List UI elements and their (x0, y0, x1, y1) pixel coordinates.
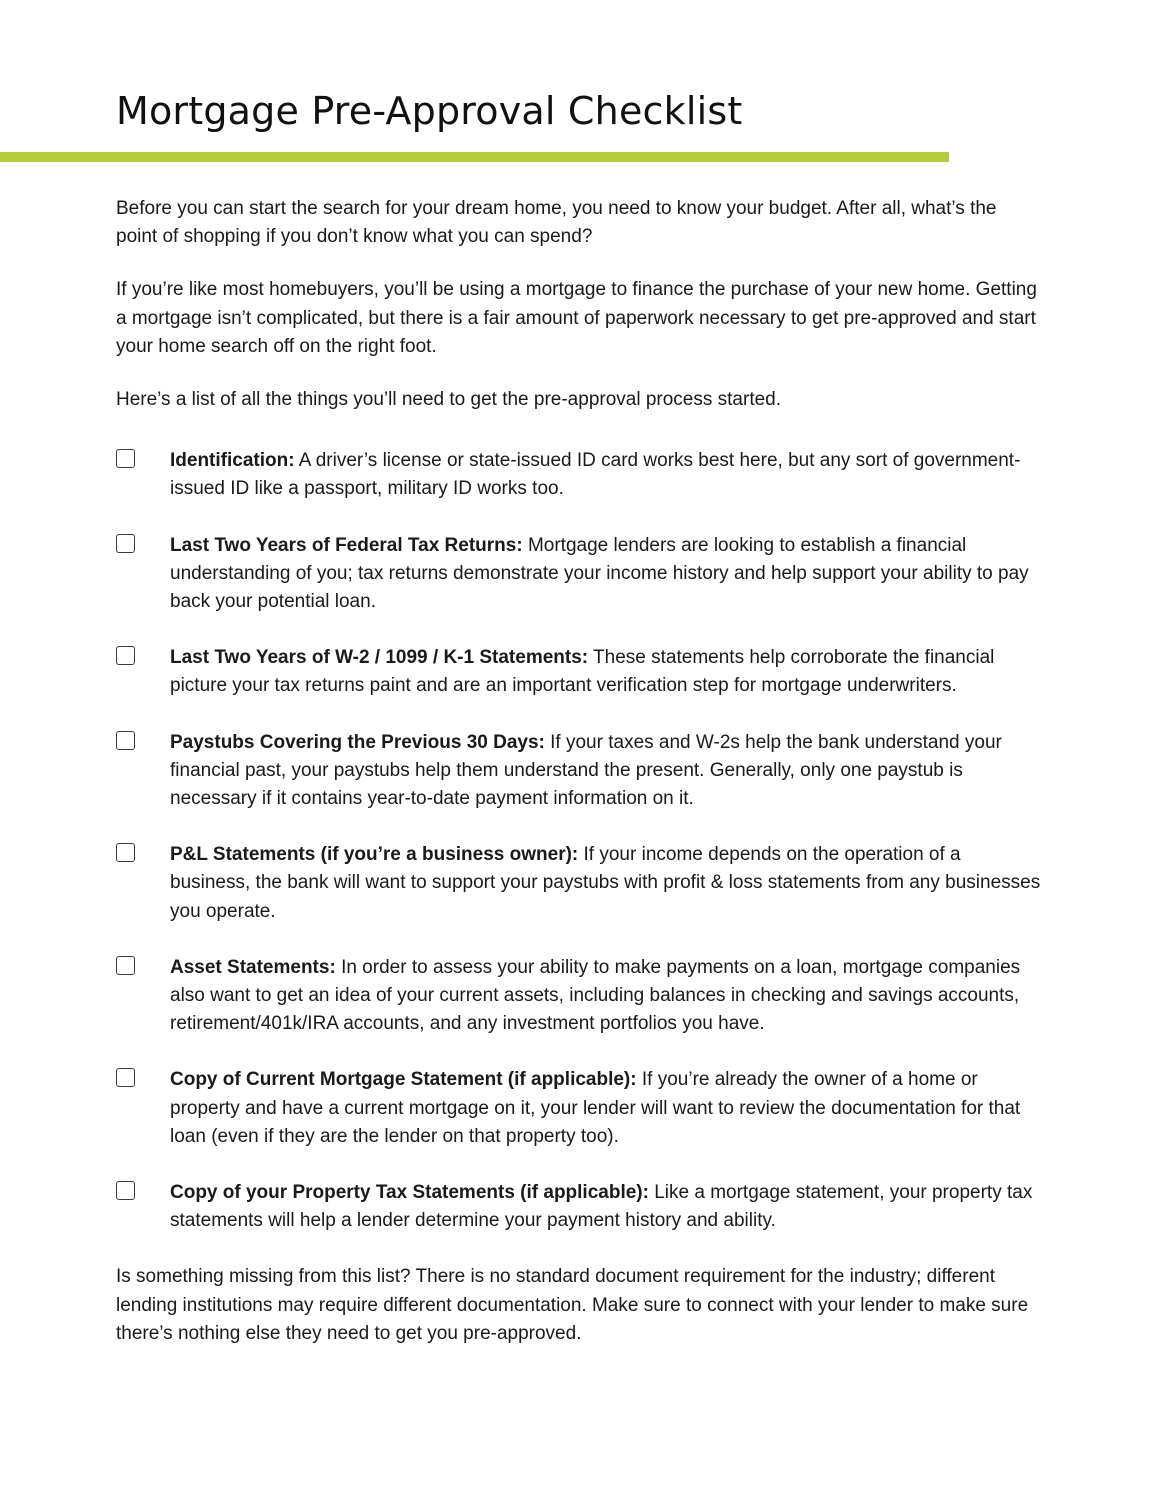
checklist-item (116, 729, 1041, 814)
checkbox[interactable] (116, 956, 135, 975)
title-accent-rule (0, 152, 949, 162)
intro-paragraph: If you’re like most homebuyers, you’ll be using a mortgage to finance the purchase of your new home. Getting a mortgage isn’t complicated, but there is a fair amount of paperwork necessary to get pre-approved and start your home search off on the right foot. (116, 279, 1037, 357)
checklist-item-label: Paystubs Covering the Previous 30 Days: (170, 731, 545, 753)
checklist-item (116, 644, 1041, 700)
checklist-item-text: Like a mortgage statement, your property tax statements will help a lender determine your payment history and ability. (170, 1182, 1033, 1232)
checklist-item-text: If you’re already the owner of a home or property and have a current mortgage on it, your lender will want to review the documentation for that loan (even if they are the lender on that property too). (170, 1069, 1021, 1147)
checkbox[interactable] (116, 534, 135, 553)
checklist-item (116, 447, 1041, 503)
checklist-item-label: P&L Statements (if you’re a business owner): (170, 844, 579, 866)
checklist-item-text: If your taxes and W-2s help the bank understand your financial past, your paystubs help them understand the present. Generally, only one paystub is necessary if it contains year-to-date payment information on it. (170, 731, 1002, 810)
checkbox[interactable] (116, 843, 135, 862)
checklist-item-text: Mortgage lenders are looking to establish a financial understanding of you; tax returns demonstrate your income history and help support your ability to pay back your potential loan. (170, 534, 1029, 613)
checklist (116, 447, 1041, 1235)
checklist-item (116, 1066, 1041, 1151)
checklist-item (116, 1179, 1041, 1235)
checklist-item-text: These statements help corroborate the financial picture your tax returns paint and are an important verification step for mortgage underwriters. (170, 647, 995, 697)
checklist-item-label: Copy of Current Mortgage Statement (if applicable): (170, 1069, 637, 1091)
checklist-item (116, 841, 1041, 926)
checklist-item-label: Last Two Years of W-2 / 1099 / K-1 Statements: (170, 647, 589, 669)
checklist-item-text: If your income depends on the operation of a business, the bank will want to support your paystubs with profit & loss statements from any businesses you operate. (170, 844, 1041, 922)
checkbox[interactable] (116, 1068, 135, 1087)
checkbox[interactable] (116, 646, 135, 665)
checklist-item (116, 954, 1041, 1039)
closing-paragraph: Is something missing from this list? There is no standard document requirement for the industry; different lending institutions may require different documentation. Make sure to connect with your lender to make sure there’s nothing else they need to get you pre-approved. (116, 1266, 1029, 1344)
document-body (116, 195, 1041, 1373)
checkbox[interactable] (116, 1181, 135, 1200)
checklist-item-label: Identification: (170, 450, 295, 472)
checklist-item-label: Copy of your Property Tax Statements (if applicable): (170, 1182, 649, 1204)
checklist-item-text: In order to assess your ability to make payments on a loan, mortgage companies also want to get an idea of your current assets, including balances in checking and savings accounts, retirement/401k/IRA accounts, and any investment portfolios you have. (170, 956, 1021, 1035)
checkbox[interactable] (116, 731, 135, 750)
checklist-item-text: A driver’s license or state-issued ID card works best here, but any sort of government-issued ID like a passport, military ID works too. (170, 450, 1021, 500)
intro-paragraph: Here’s a list of all the things you’ll need to get the pre-approval process started. (116, 389, 782, 411)
page-title: Mortgage Pre-Approval Checklist (116, 89, 743, 133)
checklist-item (116, 532, 1041, 617)
checkbox[interactable] (116, 449, 135, 468)
checklist-item-label: Last Two Years of Federal Tax Returns: (170, 534, 523, 556)
checklist-item-label: Asset Statements: (170, 956, 336, 978)
intro-paragraph: Before you can start the search for your dream home, you need to know your budget. After all, what’s the point of shopping if you don’t know what you can spend? (116, 198, 997, 248)
